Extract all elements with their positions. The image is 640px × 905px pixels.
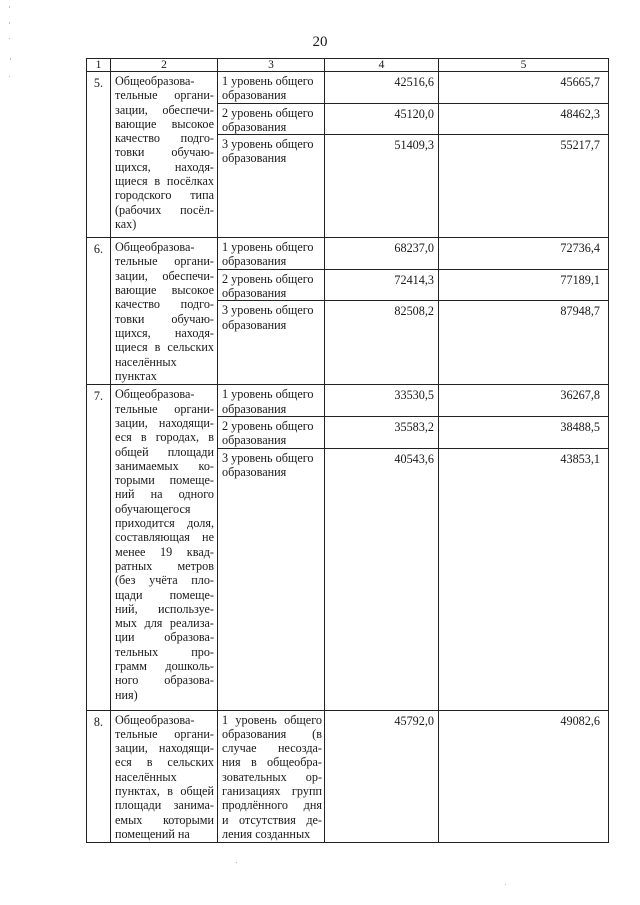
cell-text-line: качество подго- — [115, 131, 214, 146]
cell-text-line: образования (в — [222, 726, 322, 741]
cell-text-line: менее 19 квад- — [115, 544, 214, 559]
cell-text-line: 3 уровень общего — [222, 450, 314, 465]
cell-text-line: образования — [222, 464, 287, 479]
cell-text-line: зации, находящи- — [115, 741, 214, 756]
cell-text-line: образования — [222, 119, 287, 134]
cell-text-line: занимаемых ко- — [115, 458, 214, 473]
cell-text-line: (без учёта пло- — [115, 573, 214, 588]
cell-text-line: тельные органи- — [115, 254, 214, 269]
value-col5: 77189,1 — [439, 269, 609, 301]
cell-text-line: вающие высокое — [115, 116, 214, 131]
cell-text-line: ции образова- — [115, 630, 214, 645]
cell-text-line: площади занима- — [115, 798, 214, 813]
cell-text-line: общей площади — [115, 444, 214, 459]
cell-text-line: зации, обеспечи- — [115, 102, 214, 117]
value-col4: 35583,2 — [325, 416, 439, 448]
cell-text-line: пунктах — [115, 368, 157, 383]
cell-text-line: тельных про- — [115, 644, 214, 659]
cell-text-line: 1 уровень общего — [222, 240, 314, 255]
cell-text-line: образования — [222, 88, 287, 103]
value-col5: 38488,5 — [439, 416, 609, 448]
cell-text-line: зации, находящи- — [115, 415, 214, 430]
cell-text-line: товки обучаю- — [115, 311, 214, 326]
column-header-5: 5 — [439, 59, 609, 72]
cell-text-line: ного образова- — [115, 673, 214, 688]
cell-text-line: приходится доля, — [115, 516, 214, 531]
cell-text-line: 1 уровень общего — [222, 712, 322, 727]
cell-text-line: Общеобразова- — [115, 74, 195, 88]
value-col5: 72736,4 — [439, 238, 609, 270]
value-col5: 36267,8 — [439, 385, 609, 417]
cell-text-line: 1 уровень общего — [222, 74, 314, 88]
cell-text-line: 2 уровень общего — [222, 105, 314, 120]
cell-text-line: грамм дошколь- — [115, 659, 214, 674]
cell-text-line: ления созданных — [222, 826, 311, 841]
row-number: 6. — [87, 238, 111, 385]
cell-text-line: щади помеще- — [115, 587, 214, 602]
row-number: 8. — [87, 710, 111, 842]
column-header-4: 4 — [325, 59, 439, 72]
cell-text-line: образования — [222, 433, 287, 448]
cell-text-line: щиеся в сельских — [115, 340, 214, 355]
cell-text-line: Общеобразова- — [115, 712, 195, 727]
value-col4: 33530,5 — [325, 385, 439, 417]
cell-text-line: 1 уровень общего — [222, 387, 314, 402]
cell-text-line: тельные органи- — [115, 401, 214, 416]
cell-text-line: 2 уровень общего — [222, 271, 314, 286]
cell-text-line: ганизациях групп — [222, 784, 322, 799]
cell-text-line: населённых — [115, 769, 177, 784]
cell-text-line: Общеобразова- — [115, 240, 195, 255]
cell-text-line: образования — [222, 401, 287, 416]
cell-text-line: составляющая не — [115, 530, 214, 545]
column-header-3: 3 — [218, 59, 325, 72]
cell-text-line: еся в сельских — [115, 755, 214, 770]
cell-text-line: ния в общеобра- — [222, 755, 322, 770]
row-number: 5. — [87, 72, 111, 238]
cell-text-line: обучающегося — [115, 501, 191, 516]
value-col5: 48462,3 — [439, 103, 609, 135]
cell-text-line: образования — [222, 286, 287, 301]
cell-text-line: и отсутствия де- — [222, 812, 322, 827]
value-col4: 51409,3 — [325, 135, 439, 238]
row-number: 7. — [87, 385, 111, 710]
cell-text-line: тельные органи- — [115, 726, 214, 741]
cell-text-line: ния) — [115, 687, 138, 702]
cell-text-line: тельные органи- — [115, 88, 214, 103]
cell-text-line: товки обучаю- — [115, 145, 214, 160]
cell-text-line: 2 уровень общего — [222, 418, 314, 433]
cell-text-line: еся в городах, в — [115, 430, 214, 445]
cell-text-line: помещений на — [115, 826, 190, 841]
cell-text-line: образования — [222, 254, 287, 269]
value-col4: 42516,6 — [325, 72, 439, 104]
value-col5: 55217,7 — [439, 135, 609, 238]
value-col4: 45120,0 — [325, 103, 439, 135]
value-col4: 45792,0 — [325, 710, 439, 842]
cell-text-line: пунктах, в общей — [115, 784, 214, 799]
cell-text-line: (рабочих посёл- — [115, 202, 214, 217]
cell-text-line: случае несозда- — [222, 741, 322, 756]
cell-text-line: городского типа — [115, 188, 214, 203]
cell-text-line: зации, обеспечи- — [115, 268, 214, 283]
cell-text-line: образования — [222, 151, 287, 166]
cell-text-line: щихся, находя- — [115, 159, 214, 174]
cell-text-line: щихся, находя- — [115, 325, 214, 340]
value-col5: 87948,7 — [439, 301, 609, 385]
page-number: 20 — [312, 34, 328, 50]
value-col4: 72414,3 — [325, 269, 439, 301]
cell-text-line: емых которыми — [115, 812, 214, 827]
value-col5: 43853,1 — [439, 448, 609, 710]
cell-text-line: населённых — [115, 354, 177, 369]
cell-text-line: ках) — [115, 216, 137, 231]
cell-text-line: 3 уровень общего — [222, 137, 314, 152]
cell-text-line: ний на одного — [115, 487, 214, 502]
cell-text-line: образования — [222, 317, 287, 332]
cell-text-line: качество подго- — [115, 297, 214, 312]
cell-text-line: ний, используе- — [115, 601, 214, 616]
value-col4: 68237,0 — [325, 238, 439, 270]
cell-text-line: зовательных ор- — [222, 769, 322, 784]
cell-text-line: ратных метров — [115, 558, 214, 573]
cell-text-line: продлённого дня — [222, 798, 322, 813]
cell-text-line: торыми помеще- — [115, 473, 214, 488]
value-col4: 82508,2 — [325, 301, 439, 385]
cell-text-line: Общеобразова- — [115, 387, 195, 402]
column-header-1: 1 — [87, 59, 111, 72]
column-header-2: 2 — [111, 59, 218, 72]
cell-text-line: мых для реализа- — [115, 616, 214, 631]
value-col4: 40543,6 — [325, 448, 439, 710]
cell-text-line: 3 уровень общего — [222, 303, 314, 318]
value-col5: 45665,7 — [439, 72, 609, 104]
cell-text-line: вающие высокое — [115, 283, 214, 298]
value-col5: 49082,6 — [439, 710, 609, 842]
cell-text-line: щиеся в посёлках — [115, 174, 214, 189]
